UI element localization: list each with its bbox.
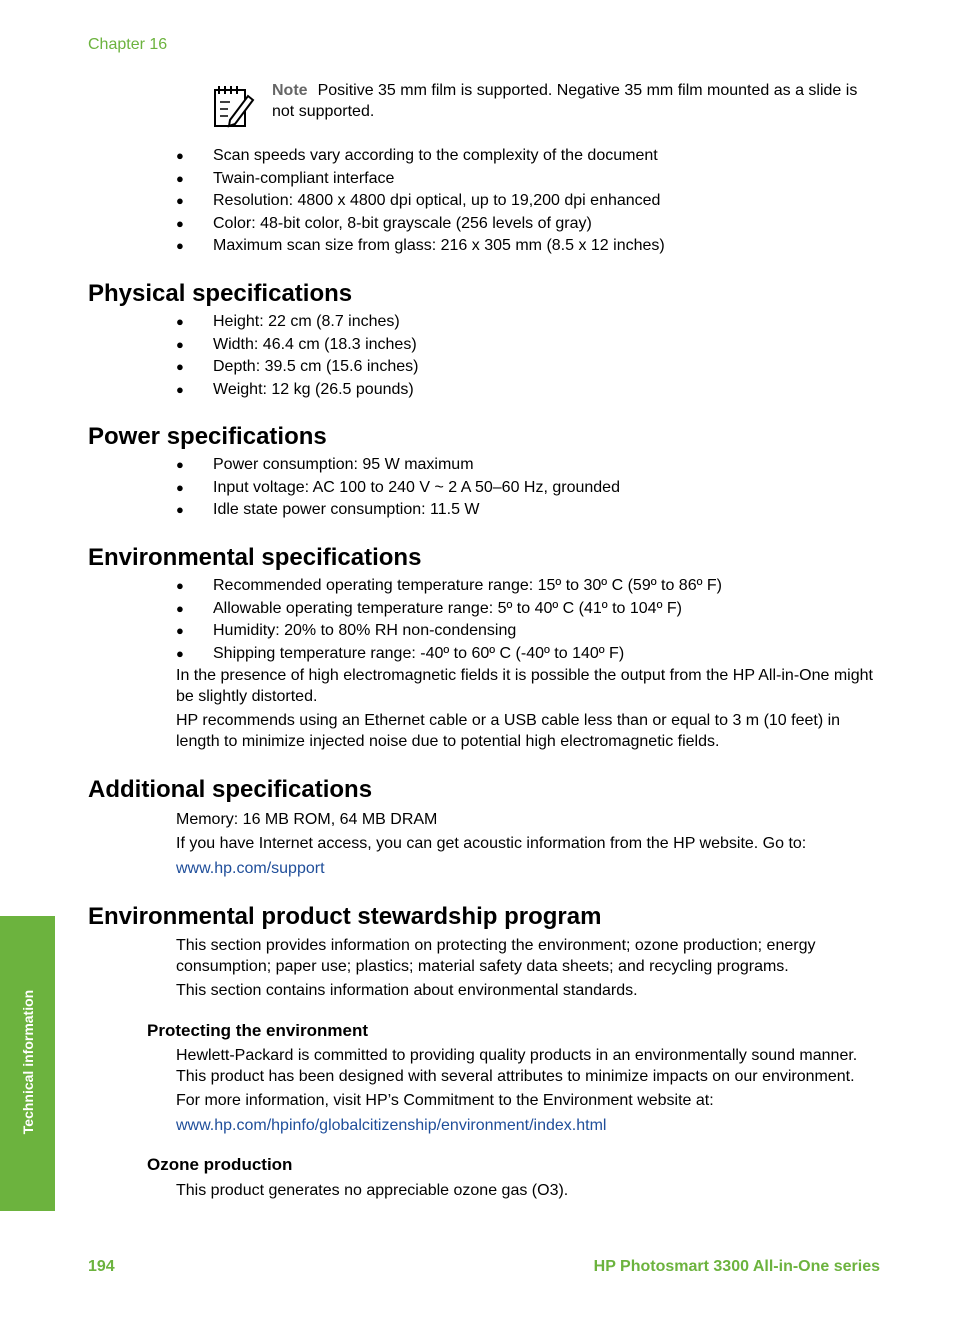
list-item: ● Allowable operating temperature range: 5º to 40º C (41º to 104º F): [176, 598, 876, 621]
list-item: ● Height: 22 cm (8.7 inches): [176, 311, 876, 334]
note-pad-icon: [212, 82, 256, 130]
commitment-paragraph: For more information, visit HP’s Commitment to the Environment website at:: [176, 1092, 714, 1109]
note-text: [272, 80, 882, 122]
list-item: ● Weight: 12 kg (26.5 pounds): [176, 379, 876, 402]
note-body: Positive 35 mm film is supported. Negative 35 mm film mounted as a slide is not supported.: [272, 82, 858, 120]
list-item: ● Width: 46.4 cm (18.3 inches): [176, 334, 876, 357]
em-fields-paragraph: In the presence of high electromagnetic fields it is possible the output from the HP All-in-One might be slightly distorted.: [176, 667, 873, 705]
list-item: ● Scan speeds vary according to the complexity of the document: [176, 145, 876, 168]
power-specs-heading: Power specifications: [88, 423, 327, 450]
side-tab-label: Technical information: [20, 989, 36, 1135]
list-item: ● Recommended operating temperature range: 15º to 30º C (59º to 86º F): [176, 575, 876, 598]
acoustic-text: If you have Internet access, you can get acoustic information from the HP website. Go to:: [176, 835, 807, 852]
environment-link[interactable]: www.hp.com/hpinfo/globalcitizenship/environment/index.html: [176, 1117, 607, 1134]
list-item: ● Depth: 39.5 cm (15.6 inches): [176, 356, 876, 379]
page-number: 194: [88, 1258, 115, 1275]
list-item: ● Maximum scan size from glass: 216 x 305 mm (8.5 x 12 inches): [176, 235, 876, 258]
footer-title: HP Photosmart 3300 All-in-One series: [593, 1258, 880, 1275]
list-item: ● Resolution: 4800 x 4800 dpi optical, up to 19,200 dpi enhanced: [176, 190, 876, 213]
support-link-line: [176, 858, 876, 879]
stewardship-heading: Environmental product stewardship program: [88, 903, 602, 930]
protecting-heading: Protecting the environment: [147, 1021, 369, 1040]
standards-paragraph: This section contains information about environmental standards.: [176, 982, 638, 999]
cable-paragraph: HP recommends using an Ethernet cable or a USB cable less than or equal to 3 m (10 feet) in length to minimize injected noise due to potential high electromagnetic fields.: [176, 712, 841, 750]
environmental-specs-heading: Environmental specifications: [88, 544, 422, 571]
environment-link-line: [176, 1115, 876, 1136]
environmental-specs-list: [176, 575, 876, 665]
stewardship-paragraph: This section provides information on protecting the environment; ozone production; energy consumption; paper use; plastics; material safety data sheets; and recycling programs.: [176, 937, 816, 975]
protecting-paragraph: Hewlett-Packard is committed to providing quality products in an environmentally sound manner. This product has been designed with several attributes to minimize impacts on our environment.: [176, 1047, 858, 1085]
chapter-label: Chapter 16: [88, 36, 168, 53]
list-item: ● Shipping temperature range: -40º to 60º C (-40º to 140º F): [176, 643, 876, 666]
ozone-heading: Ozone production: [147, 1155, 293, 1174]
memory-text: Memory: 16 MB ROM, 64 MB DRAM: [176, 811, 438, 828]
list-item: ● Color: 48-bit color, 8-bit grayscale (256 levels of gray): [176, 213, 876, 236]
additional-specs-heading: Additional specifications: [88, 776, 373, 803]
physical-specs-list: [176, 311, 876, 401]
note-label: Note: [272, 82, 308, 99]
support-link[interactable]: www.hp.com/support: [176, 860, 325, 877]
list-item: ● Power consumption: 95 W maximum: [176, 454, 876, 477]
scan-specs-list: [176, 145, 876, 258]
physical-specs-heading: Physical specifications: [88, 280, 353, 307]
list-item: ● Input voltage: AC 100 to 240 V ~ 2 A 50–60 Hz, grounded: [176, 477, 876, 500]
list-item: ● Humidity: 20% to 80% RH non-condensing: [176, 620, 876, 643]
power-specs-list: [176, 454, 876, 522]
ozone-paragraph: This product generates no appreciable ozone gas (O3).: [176, 1182, 569, 1199]
list-item: ● Twain-compliant interface: [176, 168, 876, 191]
list-item: ● Idle state power consumption: 11.5 W: [176, 499, 876, 522]
